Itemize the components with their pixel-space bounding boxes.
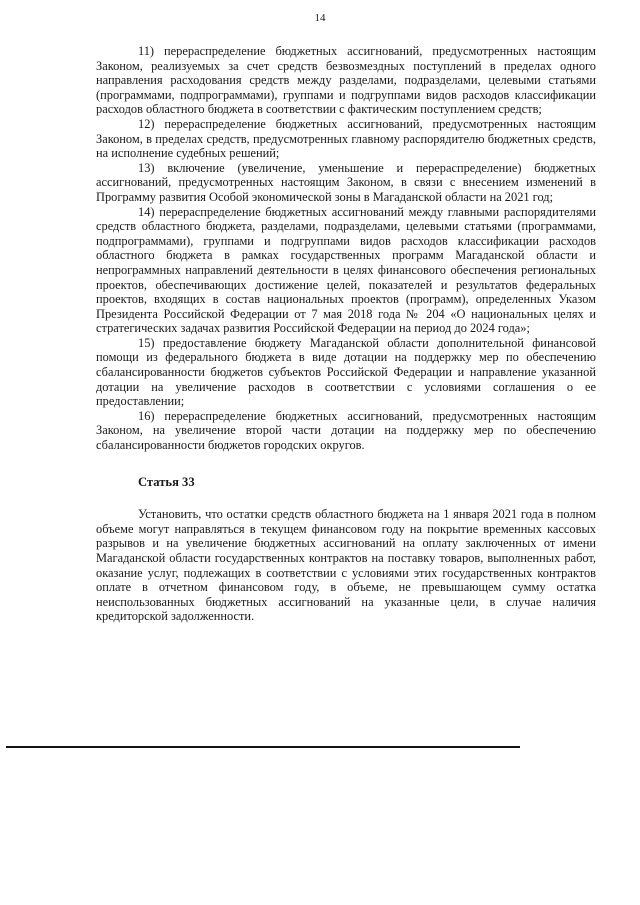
list-item-12: 12) перераспределение бюджетных ассигнований, предусмотренных настоящим Законом, в пределах средств, предусмотренных главному распорядителю бюджетных средств, на исполнение судебных решений; bbox=[96, 116, 596, 161]
article-text: Установить, что остатки средств областного бюджета на 1 января 2021 года в полном объеме могут направляться в текущем финансовом году на покрытие временных кассовых разрывов и на увеличение бюджетных ассигнований на оплату заключенных от имени Магаданской области государственных контрактов на поставку товаров, выполненных работ, оказание услуг, подлежащих в соответствии с условиями этих государственных контрактов оплате в отчетном финансовом году, в объеме, не превышающем сумму остатка неиспользованных бюджетных ассигнований на указанные цели, в случае наличия кредиторской задолженности. bbox=[96, 507, 596, 624]
page-number: 14 bbox=[314, 12, 326, 24]
list-item-11: 11) перераспределение бюджетных ассигнований, предусмотренных настоящим Законом, реализуемых за счет средств безвозмездных поступлений в пределах одного направления расходования средств между разделами, подразделами, целевыми статьями (программами, подпрограммами), группами и подгруппами видов расходов классификации расходов областного бюджета в соответствии с фактическим поступлением средств; bbox=[96, 44, 596, 117]
list-item-13: 13) включение (увеличение, уменьшение и перераспределение) бюджетных ассигнований, предусмотренных настоящим Законом, в связи с внесением изменений в Программу развития Особой экономической зоны в Магаданской области на 2021 год; bbox=[96, 160, 596, 204]
list-item-16: 16) перераспределение бюджетных ассигнований, предусмотренных настоящим Законом, на увеличение второй части дотации на поддержку мер по обеспечению сбалансированности бюджетов городских округов. bbox=[96, 408, 596, 453]
divider-line bbox=[6, 746, 520, 748]
list-item-14: 14) перераспределение бюджетных ассигнований между главными распорядителями средств областного бюджета, разделами, подразделами, целевыми статьями (программами, подпрограммами), группами и подгруппами видов расходов классификации расходов областного бюджета в рамках государственных программ Магаданской области и непрограммных направлений деятельности в целях финансового обеспечения региональных проектов, обеспечивающих достижение целей, показателей и результатов федеральных проектов, входящих в состав национальных проектов (программ), определенных Указом Президента Российской Федерации от 7 мая 2018 года № 204 «О национальных целях и стратегических задачах развития Российской Федерации на период до 2024 года»; bbox=[96, 204, 596, 336]
article-heading: Статья 33 bbox=[138, 474, 195, 489]
list-item-15: 15) предоставление бюджету Магаданской области дополнительной финансовой помощи из федерального бюджета в виде дотации на поддержку мер по обеспечению сбалансированности бюджетов субъектов Российской Федерации и направление указанной дотации на увеличение расходов в соответствии с условиями соглашения о ее предоставлении; bbox=[96, 335, 596, 409]
document-body bbox=[96, 44, 596, 624]
